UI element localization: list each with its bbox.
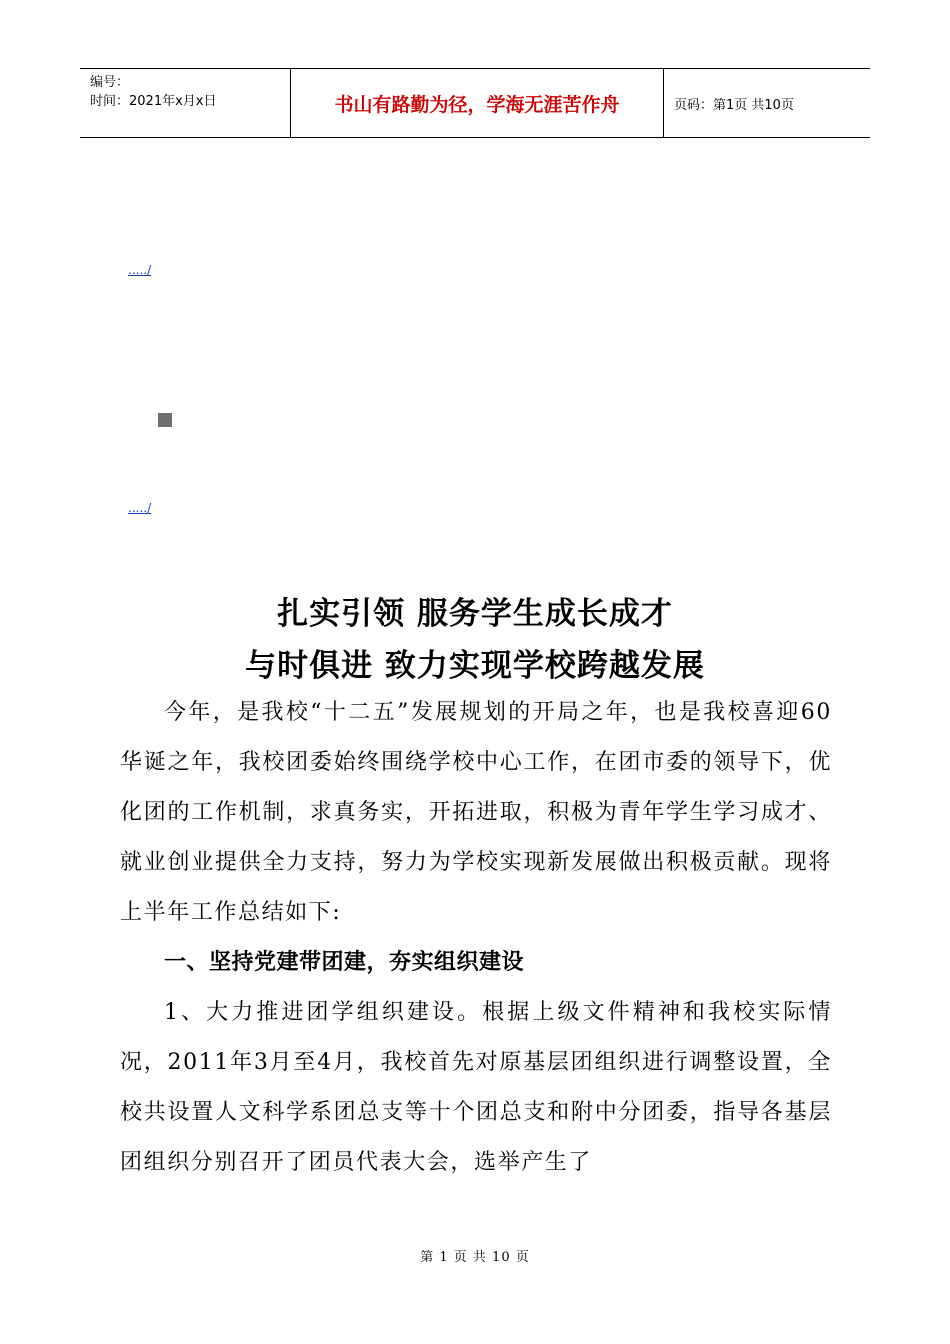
link-placeholder-top[interactable]: ...../ <box>128 263 152 277</box>
square-bullet-icon <box>158 413 172 427</box>
link-placeholder-bottom[interactable]: ...../ <box>128 501 152 515</box>
page-footer: 第 1 页 共 10 页 <box>420 1250 530 1265</box>
header-time-label: 时间：2021年x月x日 <box>90 94 217 109</box>
header-number-label: 编号： <box>90 75 130 90</box>
section-paragraph: 1、大力推进团学组织建设。根据上级文件精神和我校实际情况，2011年3月至4月，我校首先对原基层团组织进行调整设置，全校共设置人文科学系团总支等十个团总支和附中分团委，指导各基层团组织分别召开了团员代表大会，选举产生了 <box>120 1000 832 1175</box>
section-heading: 一、坚持党建带团建，夯实组织建设 <box>164 950 525 975</box>
document-title-line2: 与时俱进 致力实现学校跨越发展 <box>245 648 705 684</box>
document-title-line1: 扎实引领 服务学生成长成才 <box>277 596 673 632</box>
document-body <box>120 688 832 1188</box>
document-header <box>80 68 870 138</box>
header-motto: 书山有路勤为径，学海无涯苦作舟 <box>291 69 664 137</box>
header-page-info: 页码：第1页 共10页 <box>674 97 794 113</box>
header-meta <box>80 69 291 137</box>
intro-paragraph: 今年，是我校“十二五”发展规划的开局之年，也是我校喜迎60华诞之年，我校团委始终围绕学校中心工作，在团市委的领导下，优化团的工作机制，求真务实，开拓进取，积极为青年学生学习成才、就业创业提供全力支持，努力为学校实现新发展做出积极贡献。现将上半年工作总结如下: <box>120 700 832 925</box>
